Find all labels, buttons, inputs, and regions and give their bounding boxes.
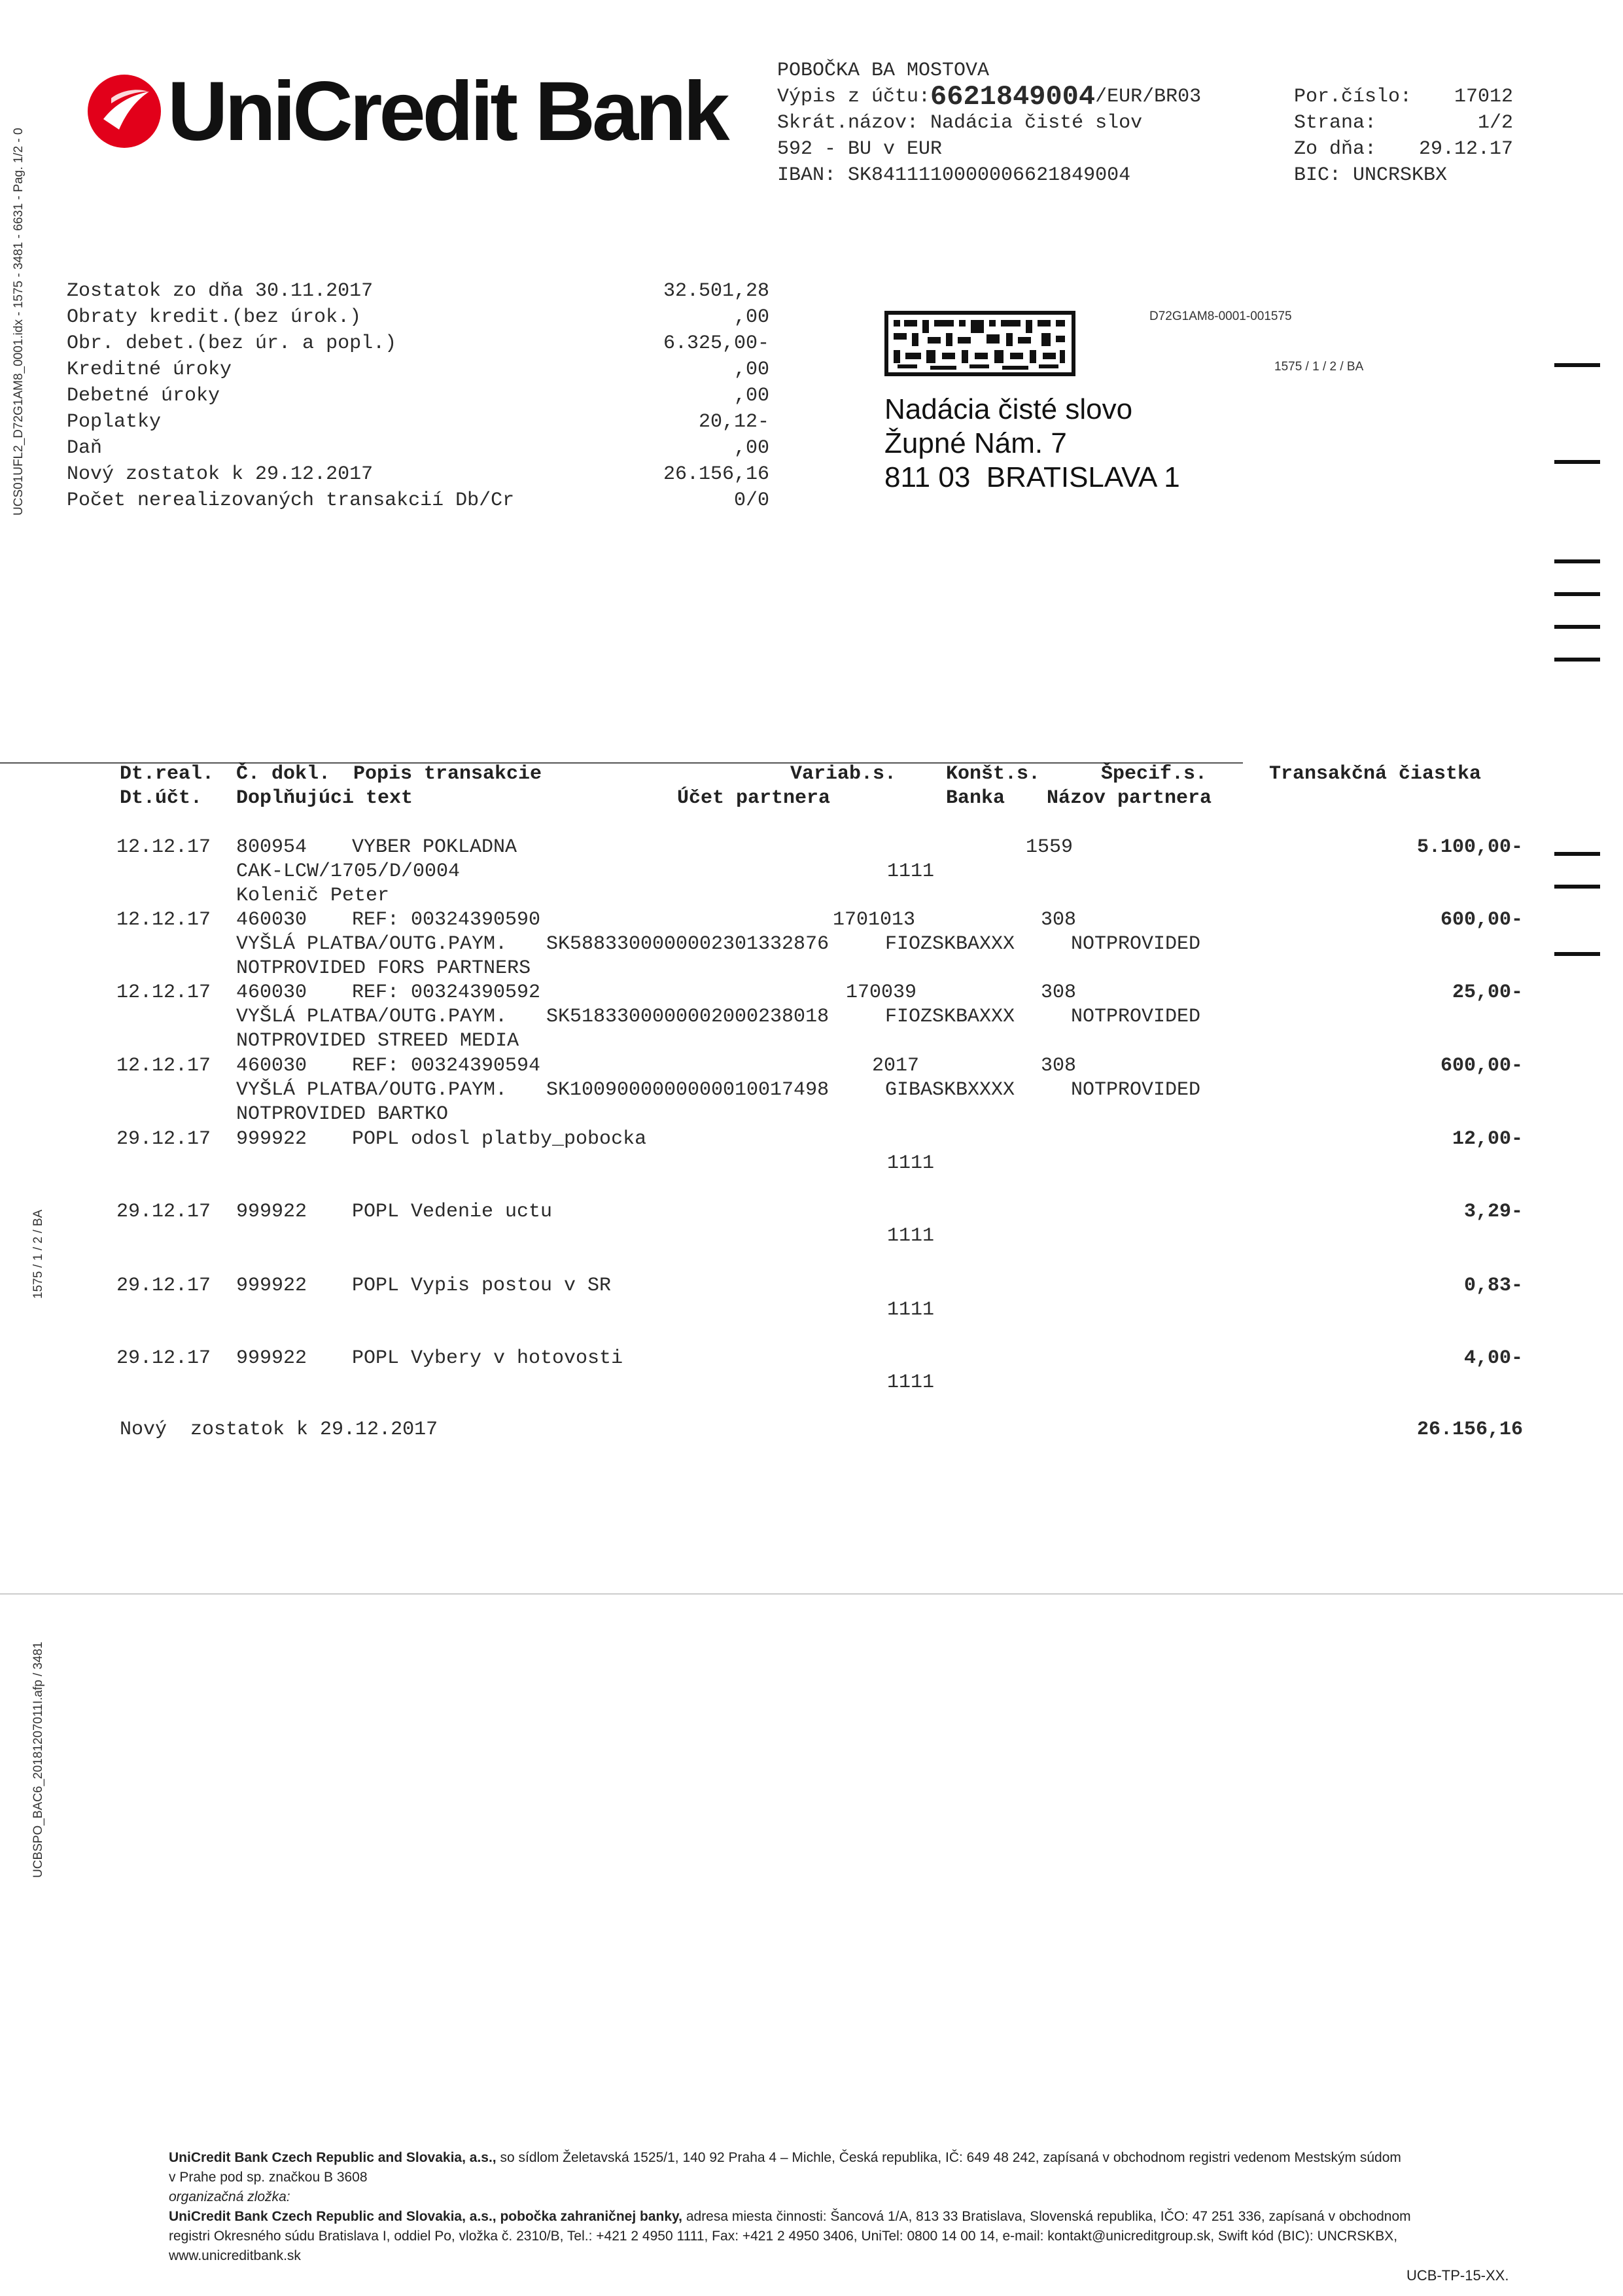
tx-desc: REF: 00324390590 bbox=[352, 909, 541, 931]
statement-header bbox=[777, 58, 1300, 188]
tx-amount: 600,00- bbox=[1440, 1055, 1523, 1077]
col-c-dokl: Č. dokl. bbox=[236, 763, 331, 785]
tx-account: SK1009000000000010017498 bbox=[546, 1079, 829, 1101]
summary-label: Kreditné úroky bbox=[67, 359, 232, 381]
tx-desc: VYBER POKLADNA bbox=[352, 836, 517, 858]
summary-label: Počet nerealizovaných transakcií Db/Cr bbox=[67, 489, 515, 512]
tx-date: 12.12.17 bbox=[116, 1055, 211, 1077]
short-name: Nadácia čisté slov bbox=[930, 112, 1143, 134]
summary-value: 0/0 bbox=[733, 489, 769, 512]
mark-tick bbox=[1554, 952, 1600, 956]
footer-line-4 bbox=[169, 2207, 1523, 2227]
account-number: 6621849004 bbox=[930, 81, 1096, 113]
tx-desc: POPL Vedenie uctu bbox=[352, 1201, 553, 1223]
tx-doc: 460030 bbox=[236, 909, 307, 931]
form-code: UCB-TP-15-XX. bbox=[1406, 2267, 1509, 2284]
tx-bank: FIOZSKBAXXX bbox=[885, 1006, 1015, 1028]
summary-value: 6.325,00- bbox=[663, 332, 769, 355]
summary-value: 26.156,16 bbox=[663, 463, 769, 486]
matrix-code-icon bbox=[884, 311, 1075, 376]
tx-bank: FIOZSKBAXXX bbox=[885, 933, 1015, 955]
iban-line bbox=[777, 162, 1300, 188]
account-suffix: /EUR/BR03 bbox=[1095, 86, 1202, 108]
iban-label: IBAN: bbox=[777, 164, 837, 186]
summary-value: ,00 bbox=[733, 359, 769, 381]
statement-label: Výpis z účtu: bbox=[777, 86, 931, 108]
table-row bbox=[116, 1126, 1523, 1185]
tx-desc: POPL Vybery v hotovosti bbox=[352, 1347, 623, 1369]
footer-company-info: so sídlom Želetavská 1525/1, 140 92 Praha 4 – Michle, Česká republika, IČ: 649 48 242, zapísaná v obchodnom registri vedenom Mestským súdom bbox=[496, 2150, 1401, 2165]
col-popis: Popis transakcie bbox=[353, 763, 542, 785]
tx-doc: 999922 bbox=[236, 1201, 307, 1223]
sort-code: 1575 / 1 / 2 / BA bbox=[1274, 360, 1364, 374]
col-dt-real: Dt.real. bbox=[120, 763, 215, 785]
summary-row bbox=[67, 357, 773, 383]
tx-variab: 2017 bbox=[872, 1055, 920, 1077]
summary-row bbox=[67, 383, 773, 409]
tx-konst: 308 bbox=[1041, 981, 1077, 1004]
col-nazov-partnera: Názov partnera bbox=[1047, 787, 1212, 809]
tx-date: 29.12.17 bbox=[116, 1275, 211, 1297]
account-type: 592 - BU v EUR bbox=[777, 138, 943, 160]
legal-footer bbox=[169, 2148, 1523, 2266]
bic-value: UNCRSKBX bbox=[1353, 164, 1448, 186]
tx-konst: 308 bbox=[1041, 909, 1077, 931]
short-name-line bbox=[777, 110, 1300, 136]
fold-line bbox=[0, 1593, 1623, 1595]
summary-value: ,00 bbox=[733, 385, 769, 407]
footer-company: UniCredit Bank Czech Republic and Slovakia, a.s., bbox=[169, 2150, 497, 2165]
mark-tick bbox=[1554, 559, 1600, 563]
bank-brand-name: UniCredit Bank bbox=[167, 64, 727, 158]
recipient-name: Nadácia čisté slovo bbox=[884, 393, 1133, 425]
summary-label: Obraty kredit.(bez úrok.) bbox=[67, 306, 362, 328]
summary-row bbox=[67, 487, 773, 514]
summary-row bbox=[67, 330, 773, 357]
tx-doc: 999922 bbox=[236, 1347, 307, 1369]
bank-logo bbox=[85, 62, 727, 160]
tx-extra-text: VYŠLÁ PLATBA/OUTG.PAYM. bbox=[236, 933, 508, 955]
tx-account: SK5183300000002000238018 bbox=[546, 1006, 829, 1028]
tx-desc: REF: 00324390592 bbox=[352, 981, 541, 1004]
tx-date: 12.12.17 bbox=[116, 836, 211, 858]
zo-dna-value: 29.12.17 bbox=[1418, 138, 1513, 160]
tx-extra-line: NOTPROVIDED STREED MEDIA bbox=[236, 1030, 519, 1052]
transactions-table bbox=[116, 834, 1523, 1423]
recipient-city: 811 03 BRATISLAVA 1 bbox=[884, 461, 1180, 493]
footer-line-3: organizačná zložka: bbox=[169, 2189, 290, 2204]
tx-doc: 800954 bbox=[236, 836, 307, 858]
footer-branch-info: adresa miesta činnosti: Šancová 1/A, 813 33 Bratislava, Slovenská republika, IČO: 47 251 336, zapísaná v obchodnom bbox=[682, 2209, 1411, 2224]
balance-summary bbox=[67, 278, 773, 514]
tx-desc: POPL Vypis postou v SR bbox=[352, 1275, 612, 1297]
tx-extra-text: VYŠLÁ PLATBA/OUTG.PAYM. bbox=[236, 1079, 508, 1101]
por-line bbox=[1294, 84, 1513, 110]
tx-amount: 4,00- bbox=[1463, 1347, 1523, 1369]
tx-extra-text: CAK-LCW/1705/D/0004 bbox=[236, 860, 461, 883]
summary-row bbox=[67, 304, 773, 330]
tx-partner: NOTPROVIDED bbox=[1071, 1006, 1201, 1028]
tx-bank: 1111 bbox=[887, 1225, 935, 1247]
column-headers bbox=[120, 761, 1526, 813]
table-row bbox=[116, 907, 1523, 979]
col-konst: Konšt.s. bbox=[946, 763, 1041, 785]
summary-label: Zostatok zo dňa 30.11.2017 bbox=[67, 280, 374, 302]
summary-row bbox=[67, 278, 773, 304]
unicredit-logo-icon bbox=[85, 72, 164, 150]
tx-bank: 1111 bbox=[887, 1299, 935, 1321]
mark-tick bbox=[1554, 460, 1600, 464]
col-doplnujuci: Doplňujúci text bbox=[236, 787, 413, 809]
tx-amount: 600,00- bbox=[1440, 909, 1523, 931]
summary-label: Obr. debet.(bez úr. a popl.) bbox=[67, 332, 397, 355]
tx-konst: 308 bbox=[1041, 1055, 1077, 1077]
summary-row bbox=[67, 461, 773, 487]
mark-tick bbox=[1554, 852, 1600, 856]
summary-value: 20,12- bbox=[698, 411, 769, 433]
tx-konst: 1559 bbox=[1026, 836, 1073, 858]
tx-partner: NOTPROVIDED bbox=[1071, 933, 1201, 955]
footer-website: www.unicreditbank.sk bbox=[169, 2248, 301, 2263]
footer-line-2: v Prahe pod sp. značkou B 3608 bbox=[169, 2170, 368, 2185]
col-dt-uct: Dt.účt. bbox=[120, 787, 203, 809]
closing-balance bbox=[120, 1417, 1523, 1443]
mark-tick bbox=[1554, 592, 1600, 596]
tx-variab: 1701013 bbox=[833, 909, 916, 931]
tx-date: 29.12.17 bbox=[116, 1347, 211, 1369]
col-specif: Špecif.s. bbox=[1101, 763, 1208, 785]
tx-date: 12.12.17 bbox=[116, 909, 211, 931]
recipient-address bbox=[884, 393, 1180, 495]
footer-line-5: registri Okresného súdu Bratislava I, oddiel Po, vložka č. 2310/B, Tel.: +421 2 4950 1111, Fax: +421 2 4950 3406, UniTel: 0800 14 00 14, e-mail: kontakt@unicreditgroup.sk, Swift kód (BIC): UNCRSKBX, bbox=[169, 2229, 1398, 2244]
document-code: D72G1AM8-0001-001575 bbox=[1149, 309, 1292, 323]
tx-doc: 460030 bbox=[236, 981, 307, 1004]
iban-value: SK8411110000006621849004 bbox=[848, 164, 1131, 186]
summary-label: Daň bbox=[67, 437, 103, 459]
side-sort-text: 1575 / 1 / 2 / BA bbox=[31, 1209, 45, 1299]
footer-line-1 bbox=[169, 2148, 1523, 2168]
mark-tick bbox=[1554, 658, 1600, 662]
tx-doc: 999922 bbox=[236, 1128, 307, 1150]
por-label: Por.číslo: bbox=[1294, 86, 1412, 108]
table-row bbox=[116, 1053, 1523, 1125]
summary-value: 32.501,28 bbox=[663, 280, 769, 302]
tx-amount: 25,00- bbox=[1452, 981, 1523, 1004]
mark-tick bbox=[1554, 885, 1600, 889]
strana-label: Strana: bbox=[1294, 112, 1377, 134]
table-row bbox=[116, 834, 1523, 906]
tx-doc: 999922 bbox=[236, 1275, 307, 1297]
summary-label: Poplatky bbox=[67, 411, 162, 433]
tx-date: 29.12.17 bbox=[116, 1128, 211, 1150]
table-row bbox=[116, 1273, 1523, 1332]
tx-amount: 0,83- bbox=[1463, 1275, 1523, 1297]
bic-label: BIC: bbox=[1294, 164, 1342, 186]
branch-name: POBOČKA BA MOSTOVA bbox=[777, 60, 990, 82]
tx-date: 12.12.17 bbox=[116, 981, 211, 1004]
col-ucet-partnera: Účet partnera bbox=[677, 787, 831, 809]
tx-doc: 460030 bbox=[236, 1055, 307, 1077]
table-row bbox=[116, 980, 1523, 1051]
summary-label: Debetné úroky bbox=[67, 385, 220, 407]
summary-label: Nový zostatok k 29.12.2017 bbox=[67, 463, 374, 486]
tx-bank: 1111 bbox=[887, 1152, 935, 1174]
mark-tick bbox=[1554, 363, 1600, 367]
summary-value: ,00 bbox=[733, 437, 769, 459]
table-row bbox=[116, 1199, 1523, 1258]
footer-branch: UniCredit Bank Czech Republic and Slovakia, a.s., pobočka zahraničnej banky, bbox=[169, 2209, 682, 2224]
strana-value: 1/2 bbox=[1477, 112, 1513, 134]
tx-extra-text: VYŠLÁ PLATBA/OUTG.PAYM. bbox=[236, 1006, 508, 1028]
tx-bank: GIBASKBXXXX bbox=[885, 1079, 1015, 1101]
col-banka: Banka bbox=[946, 787, 1005, 809]
tx-bank: 1111 bbox=[887, 860, 935, 883]
summary-row bbox=[67, 409, 773, 435]
tx-date: 29.12.17 bbox=[116, 1201, 211, 1223]
closing-label: Nový zostatok k 29.12.2017 bbox=[120, 1419, 438, 1441]
closing-value: 26.156,16 bbox=[1416, 1419, 1523, 1441]
zo-dna-label: Zo dňa: bbox=[1294, 138, 1377, 160]
side-index-text: UCS01UFL2_D72G1AM8_0001.idx - 1575 - 3481 - 6631 - Pag. 1/2 - 0 bbox=[12, 128, 26, 516]
col-amount: Transakčná čiastka bbox=[1269, 763, 1482, 785]
tx-desc: REF: 00324390594 bbox=[352, 1055, 541, 1077]
tx-desc: POPL odosl platby_pobocka bbox=[352, 1128, 647, 1150]
tx-extra-line: Kolenič Peter bbox=[236, 885, 390, 907]
tx-partner: NOTPROVIDED bbox=[1071, 1079, 1201, 1101]
tx-extra-line: NOTPROVIDED BARTKO bbox=[236, 1103, 449, 1125]
tx-amount: 5.100,00- bbox=[1416, 836, 1523, 858]
tx-amount: 12,00- bbox=[1452, 1128, 1523, 1150]
tx-amount: 3,29- bbox=[1463, 1201, 1523, 1223]
tx-extra-line: NOTPROVIDED FORS PARTNERS bbox=[236, 957, 531, 980]
statement-account-line bbox=[777, 81, 1300, 113]
summary-value: ,00 bbox=[733, 306, 769, 328]
mark-tick bbox=[1554, 625, 1600, 629]
short-name-label: Skrát.názov: bbox=[777, 112, 919, 134]
recipient-street: Župné Nám. 7 bbox=[884, 427, 1067, 459]
bic-line bbox=[1294, 162, 1513, 188]
tx-variab: 170039 bbox=[846, 981, 917, 1004]
zo-dna-line bbox=[1294, 136, 1513, 162]
table-row bbox=[116, 1345, 1523, 1404]
statement-meta bbox=[1294, 84, 1513, 188]
por-value: 17012 bbox=[1454, 86, 1513, 108]
summary-row bbox=[67, 435, 773, 461]
side-afp-text: UCBSPO_BAC6_20181207011I.afp / 3481 bbox=[31, 1642, 45, 1878]
qr-code bbox=[884, 311, 1075, 376]
tx-account: SK5883300000002301332876 bbox=[546, 933, 829, 955]
col-variab: Variab.s. bbox=[790, 763, 897, 785]
strana-line bbox=[1294, 110, 1513, 136]
tx-bank: 1111 bbox=[887, 1371, 935, 1394]
